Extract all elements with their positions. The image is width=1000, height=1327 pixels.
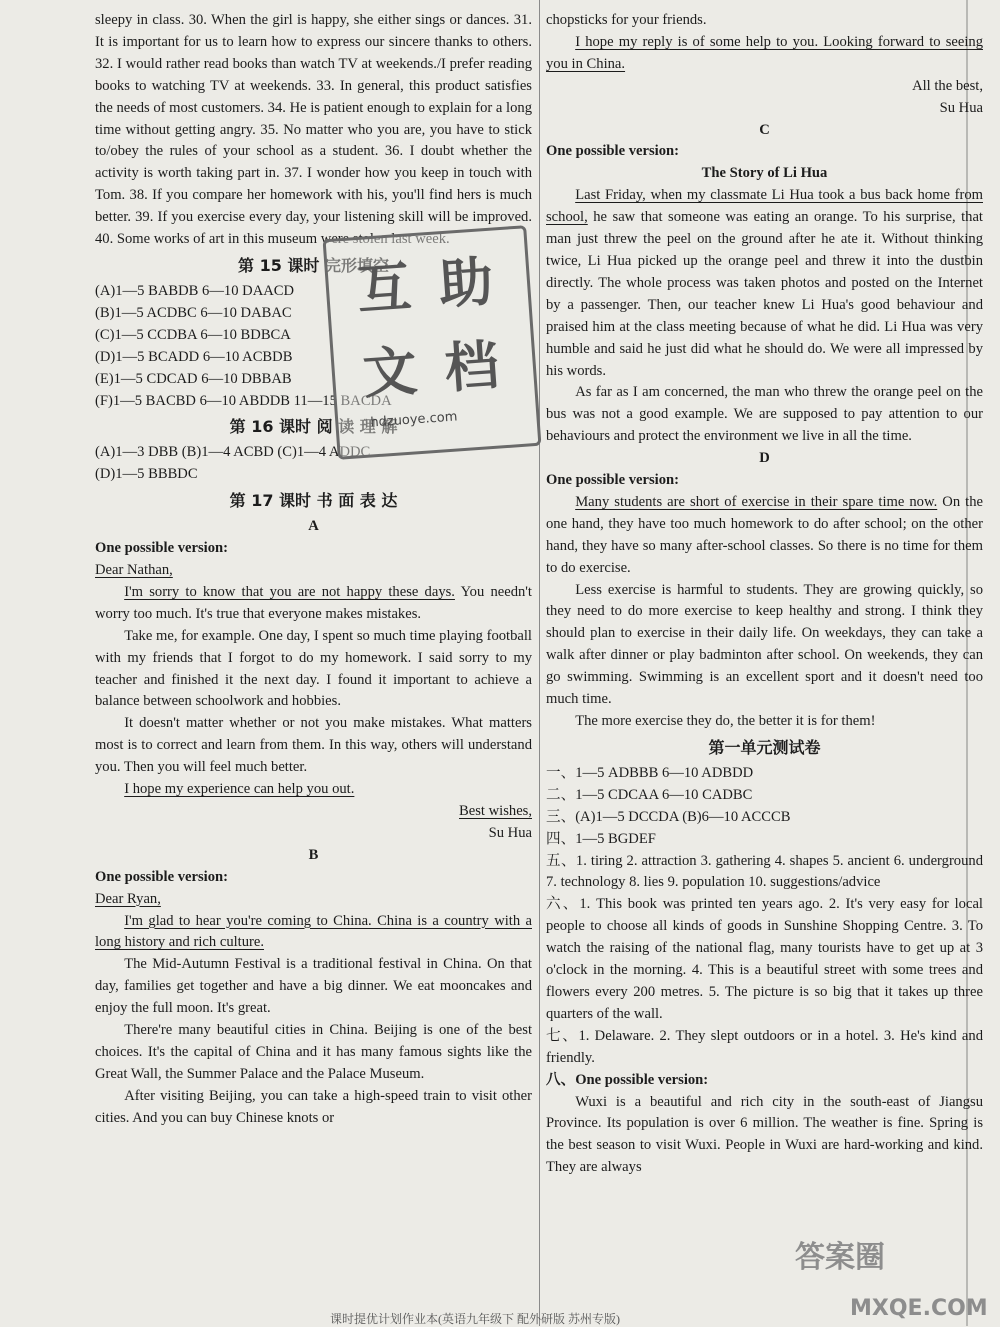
letter-a-paragraph-3: It doesn't matter whether or not you make mistakes. What matters most is to correct and learn from them. In this way, others will understand you. Then you will feel much better. (95, 715, 532, 776)
answer-line: (D)1—5 BBBDC (95, 466, 198, 483)
page-footer: 课时提优计划作业本(英语九年级下 配外研版 苏州专版) (330, 1312, 620, 1326)
unit-1-answers (546, 763, 983, 1092)
lesson-17-heading: 第 17 课时 书 面 表 达 (229, 491, 398, 511)
essay-d-paragraph-2: Less exercise is harmful to students. They are growing quickly, so they need to do more exercise to keep healthy and strong. I think they should plan to exercise in their daily life. On weekdays, they can take a walk after dinner or play badminton after school. On weekends, they can go swimming. Swimming is an excellent sport and it doesn't need too much time. (546, 581, 983, 708)
section-a-label: A (308, 518, 319, 535)
letter-b-closing-paragraph (546, 32, 983, 76)
letter-b-paragraph-2: The Mid-Autumn Festival is a traditional festival in China. On that day, families get together and have a big dinner. We eat mooncakes and enjoy the full moon. It's great. (95, 956, 532, 1017)
letter-b-paragraph-1 (95, 911, 532, 955)
possible-version-label: One possible version: (95, 868, 228, 885)
closing: All the best, (912, 77, 983, 94)
right-column (546, 10, 983, 1179)
corner-watermark: 答案圈 (795, 1240, 885, 1275)
stamp-url: hdzuoye.com (369, 409, 458, 431)
underlined-sentence: I hope my experience can help you out. (124, 781, 355, 798)
answer-line: 四、1—5 BGDEF (546, 830, 656, 847)
lesson-15-heading: 第 15 课时 完形填空 (238, 255, 389, 275)
essay-d-paragraph-1 (546, 492, 983, 580)
answer-line: 七、1. Delaware. 2. They slept outdoors or in a hotel. 3. He's kind and friendly. (546, 1027, 983, 1066)
section-c-label: C (759, 121, 770, 138)
paragraph-text: he saw that someone was eating an orange. To his surprise, that man just threw the peel on the ground after he ate it. Without thinking twice, Li Hua picked up the orange peel and threw it into the dustbin directly. The whole process was taken photos and posted on the Internet by a passenger. Then, our teacher knew Li Hua's good behaviour and praised him at the class meeting because of what he did. Li Hua was very humble and said he just did what he should do. We were all impressed by his words. (546, 209, 983, 379)
underlined-sentence: I hope my reply is of some help to you. Looking forward to seeing you in China. (546, 33, 983, 72)
corner-watermark-url: MXQE.COM (850, 1296, 988, 1321)
answer-line: (D)1—5 BCADD 6—10 ACBDB (95, 348, 293, 365)
answer-line: (F)1—5 BACBD 6—10 ABDDB 11—15 BACDA (95, 392, 392, 409)
salutation: Dear Nathan, (95, 562, 173, 579)
signature: Su Hua (488, 824, 532, 841)
answer-line: 八、One possible version: (546, 1071, 709, 1088)
closing: Best wishes, (459, 803, 532, 819)
stamp-char: 互 (354, 255, 414, 323)
story-paragraph-1 (546, 185, 983, 382)
letter-b-paragraph-4: After visiting Beijing, you can take a high-speed train to visit other cities. And you can buy Chinese knots or (95, 1087, 532, 1126)
answer-line: (A)1—3 DBB (B)1—4 ACBD (C)1—4 ADDC (95, 444, 371, 461)
letter-b-paragraph-3: There're many beautiful cities in China. Beijing is one of the best choices. It's the capital of China and it has many famous sights like the Great Wall, the Summer Palace and the Palace Museum. (95, 1022, 532, 1082)
unit-1-test-heading: 第一单元测试卷 (708, 737, 821, 757)
letter-a-paragraph-1 (95, 582, 532, 626)
stamp-char: 文 (360, 339, 420, 406)
underlined-sentence: I'm glad to hear you're coming to China. China is a country with a long history and rich culture. (95, 912, 532, 951)
stamp-char: 助 (436, 249, 496, 317)
answer-line: (C)1—5 CCDBA 6—10 BDBCA (95, 326, 291, 343)
answer-line: 二、1—5 CDCAA 6—10 CADBC (546, 786, 753, 803)
paragraph-text: You needn't worry too much. It's true that everyone makes mistakes. (95, 583, 532, 622)
letter-a-paragraph-4 (95, 779, 532, 801)
answer-line: (B)1—5 ACDBC 6—10 DABAC (95, 304, 292, 321)
possible-version-label: One possible version: (546, 472, 679, 489)
story-title: The Story of Li Hua (701, 165, 828, 182)
underlined-sentence: I'm sorry to know that you are not happy these days. (124, 583, 455, 600)
left-column (95, 10, 532, 1130)
lesson-16-heading: 第 16 课时 阅 读 理 解 (229, 417, 398, 437)
answer-line: 一、1—5 ADBBB 6—10 ADBDD (546, 764, 754, 781)
underlined-sentence: Many students are short of exercise in their spare time now. (575, 493, 938, 510)
letter-b-continuation: chopsticks for your friends. (546, 12, 707, 28)
stamp-char: 档 (442, 333, 501, 401)
answer-line: 三、(A)1—5 DCCDA (B)6—10 ACCCB (546, 808, 791, 825)
answer-line: 六、1. This book was printed ten years ago. 2. It's very easy for local people to choose all kinds of goods in Sunshine Shopping Centre. 3. To watch the raising of the national flag, many tourists have to get up at 3 o'clock in the morning. 4. This is a beautiful street with some trees and flowers every 200 metres. 5. The picture is so big that it takes up three quarters of the wall. (546, 896, 983, 1022)
underlined-sentence: Last Friday, when my classmate Li Hua took a bus back home from school, (546, 187, 983, 226)
essay-wuxi: Wuxi is a beautiful and rich city in the south-east of Jiangsu Province. Its population is over 6 million. The weather is fine. Spring is the best season to visit Wuxi. People in Wuxi are hard-working and kind. They are always (546, 1093, 983, 1176)
section-b-label: B (308, 846, 319, 863)
section-d-label: D (759, 450, 770, 467)
signature: Su Hua (939, 99, 983, 116)
watermark-stamp (323, 225, 542, 460)
answer-line: (E)1—5 CDCAD 6—10 DBBAB (95, 370, 292, 387)
essay-d-paragraph-3: The more exercise they do, the better it is for them! (575, 713, 876, 729)
salutation: Dear Ryan, (95, 890, 161, 907)
paragraph-text: On the one hand, they have too much homework to do after school; on the other hand, they have so many after-school classes. So there is no time for them to do exercise. (546, 493, 984, 576)
possible-version-label: One possible version: (546, 143, 679, 160)
column-divider (539, 0, 540, 1326)
answer-line: (A)1—5 BABDB 6—10 DAACD (95, 282, 295, 299)
letter-a-paragraph-2: Take me, for example. One day, I spent so much time playing football with my friends that I forgot to do my homework. I said sorry to my teacher and finished it the next day. I found it important to achieve a balance between schoolwork and hobbies. (95, 627, 532, 710)
answer-line: 五、1. tiring 2. attraction 3. gathering 4. shapes 5. ancient 6. underground 7. technology 8. lies 9. population 10. suggestions/advice (546, 852, 983, 891)
story-paragraph-2: As far as I am concerned, the man who threw the orange peel on the bus was not a good example. We are supposed to pay attention to our behaviours and protect the environment we live in all the time. (546, 384, 983, 445)
possible-version-label: One possible version: (95, 540, 228, 557)
translation-answers-30-40: sleepy in class. 30. When the girl is happy, she either sings or dances. 31. It is important for us to learn how to express our sincere thanks to others. 32. I would rather read books than watch TV at weekends./I prefer reading books to watching TV at weekends. 33. In general, this product satisfies the needs of most customers. 34. He is patient enough to explain for a long time without getting angry. 35. No matter who you are, you have to stick to/obey the rules of your school as a student. 36. I doubt whether the activity is worth taking part in. 37. I wonder how you keep in touch with Tom. 38. If you compare her homework with his, you'll find hers is much better. 39. If you exercise every day, your listening skill will be improved. 40. Some works of art in this museum were stolen last week. (95, 12, 532, 248)
